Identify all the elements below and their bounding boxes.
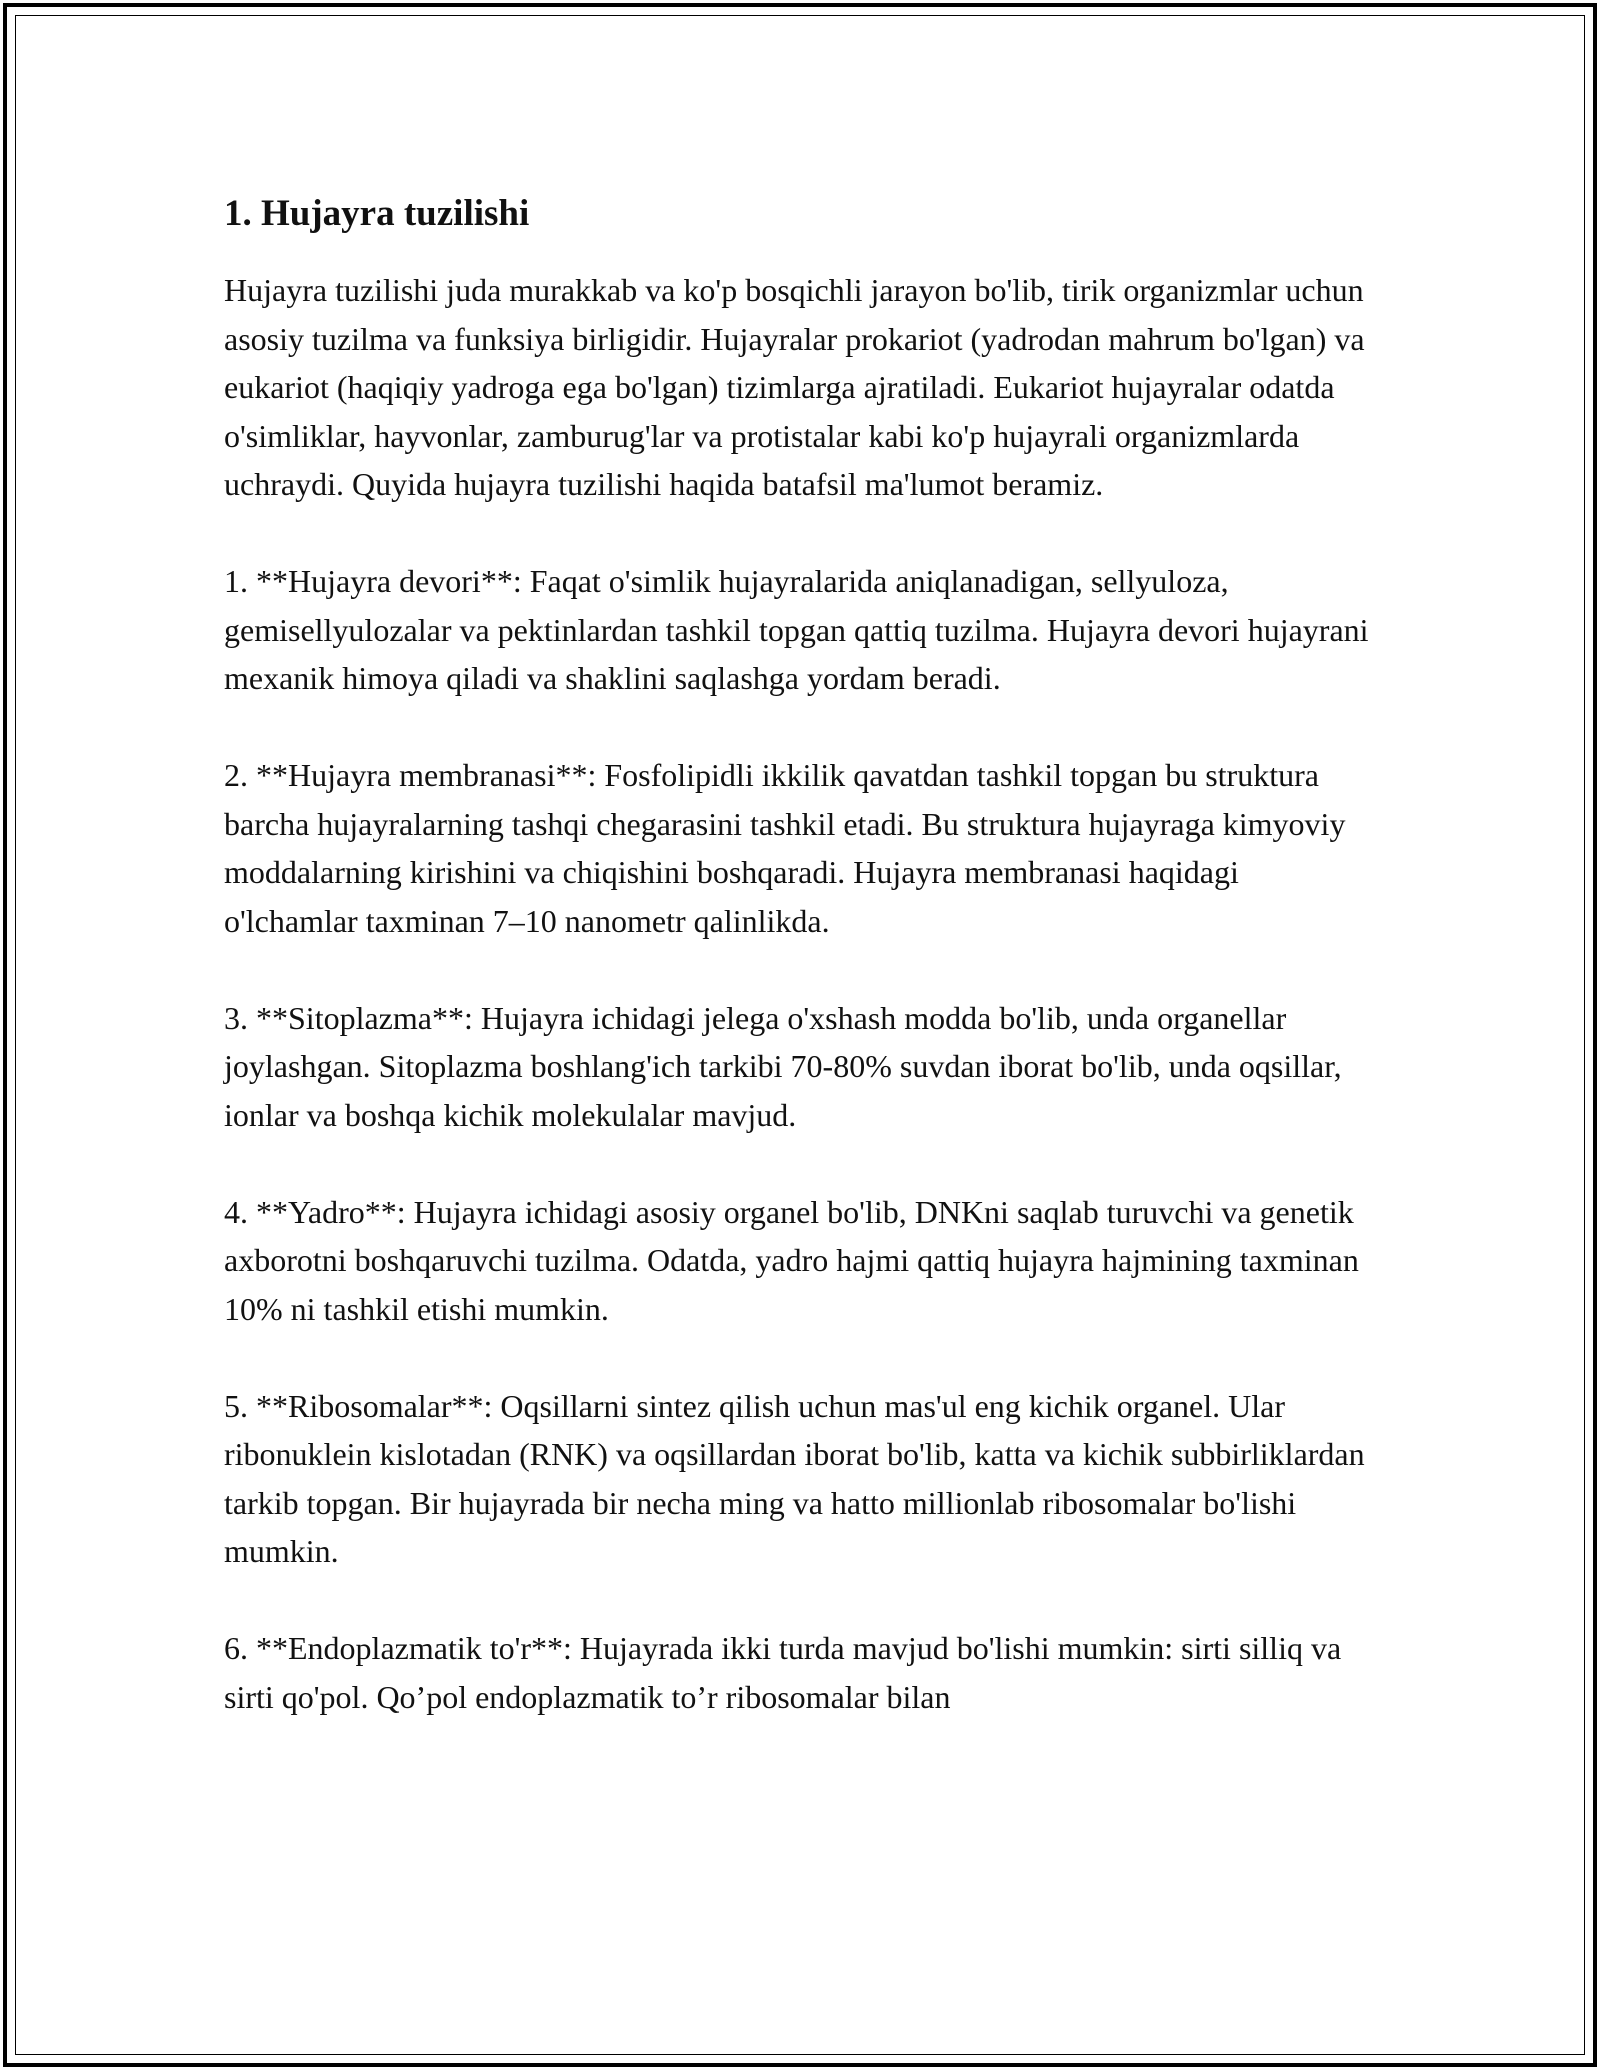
document-title: 1. Hujayra tuzilishi [224, 193, 530, 234]
paragraph-nucleus: 4. **Yadro**: Hujayra ichidagi asosiy organel bo'lib, DNKni saqlab turuvchi va genetik axborotni boshqaruvchi tuzilma. Odatda, yadro hajmi qattiq hujayra hajmining taxminan 10% ni tashkil etishi mumkin. [224, 1193, 1359, 1327]
paragraph-cell-membrane: 2. **Hujayra membranasi**: Fosfolipidli ikkilik qavatdan tashkil topgan bu struktura barcha hujayralarning tashqi chegarasini tashkil etadi. Bu struktura hujayraga kimyoviy moddalarning kirishini va chiqishini boshqaradi. Hujayra membranasi haqidagi o'lchamlar taxminan 7–10 nanometr qalinlikda. [224, 757, 1346, 939]
paragraph-endoplasmic-reticulum: 6. **Endoplazmatik to'r**: Hujayrada ikki turda mavjud bo'lishi mumkin: sirti silliq va sirti qo'pol. Qo’pol endoplazmatik to’r ribosomalar bilan [224, 1630, 1342, 1715]
paragraph-ribosomes: 5. **Ribosomalar**: Oqsillarni sintez qilish uchun mas'ul eng kichik organel. Ular ribonuklein kislotadan (RNK) va oqsillardan iborat bo'lib, katta va kichik subbirliklardan tarkib topgan. Bir hujayrada bir necha ming va hatto millionlab ribosomalar bo'lishi mumkin. [224, 1387, 1365, 1569]
paragraph-cytoplasm: 3. **Sitoplazma**: Hujayra ichidagi jelega o'xshash modda bo'lib, unda organellar joylashgan. Sitoplazma boshlang'ich tarkibi 70-80% suvdan iborat bo'lib, unda oqsillar, ionlar va boshqa kichik molekulalar mavjud. [224, 999, 1342, 1133]
document-body [224, 184, 1374, 1770]
intro-paragraph: Hujayra tuzilishi juda murakkab va ko'p bosqichli jarayon bo'lib, tirik organizmlar uchun asosiy tuzilma va funksiya birligidir. Hujayralar prokariot (yadrodan mahrum bo'lgan) va eukariot (haqiqiy yadroga ega bo'lgan) tizimlarga ajratiladi. Eukariot hujayralar odatda o'simliklar, hayvonlar, zamburug'lar va protistalar kabi ko'p hujayrali organizmlarda uchraydi. Quyida hujayra tuzilishi haqida batafsil ma'lumot beramiz. [224, 272, 1365, 502]
paragraph-cell-wall: 1. **Hujayra devori**: Faqat o'simlik hujayralarida aniqlanadigan, sellyuloza, gemisellyulozalar va pektinlardan tashkil topgan qattiq tuzilma. Hujayra devori hujayrani mexanik himoya qiladi va shaklini saqlashga yordam beradi. [224, 563, 1369, 696]
